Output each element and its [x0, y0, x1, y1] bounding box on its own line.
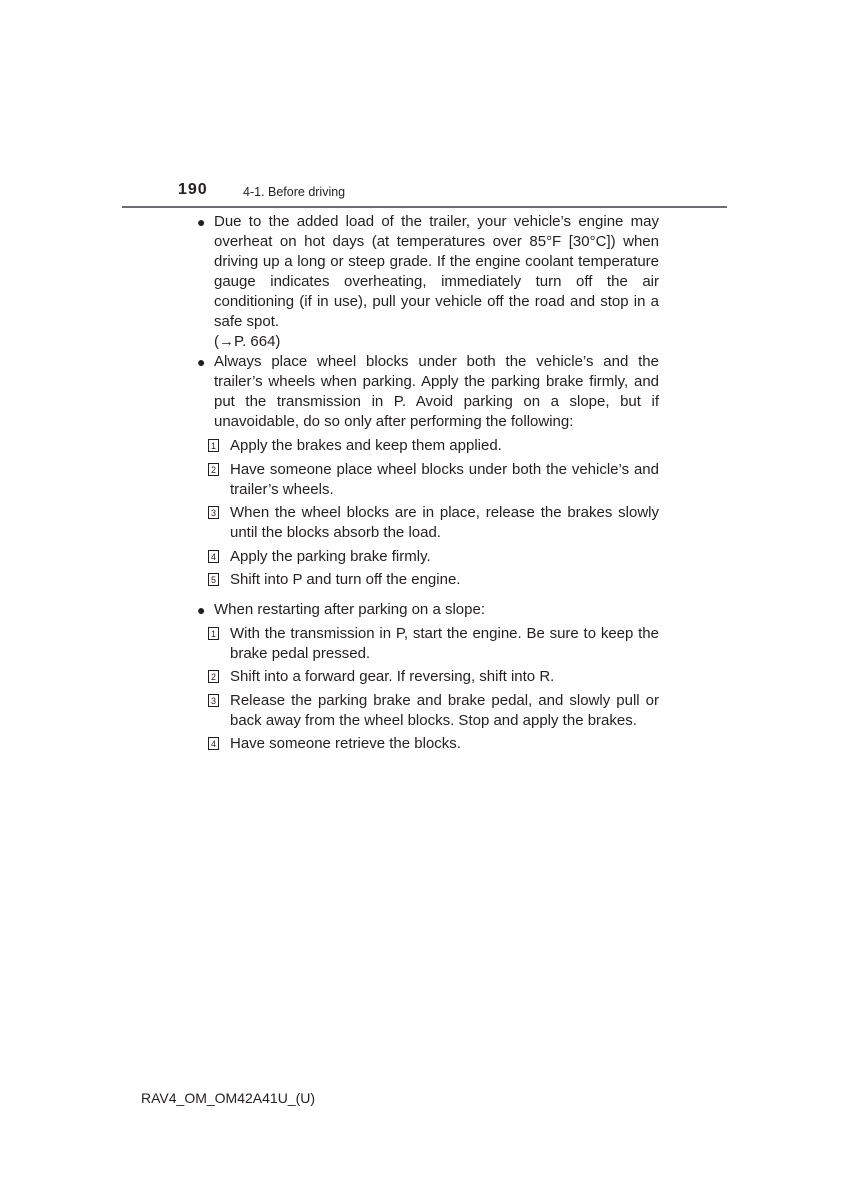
- step-text: With the transmission in P, start the engine. Be sure to keep the brake pedal pressed.: [230, 624, 659, 662]
- page-content: [197, 212, 659, 758]
- step-number: 2: [208, 463, 219, 476]
- step-text: Shift into a forward gear. If reversing, shift into R.: [230, 668, 555, 685]
- step-text: Have someone retrieve the blocks.: [230, 735, 461, 752]
- section-title: 4-1. Before driving: [243, 185, 346, 199]
- step-number: 4: [208, 550, 219, 563]
- footer-doc-code: RAV4_OM_OM42A41U_(U): [141, 1090, 316, 1106]
- step-text: Apply the parking brake firmly.: [230, 547, 431, 565]
- step-item: [197, 436, 659, 456]
- page-reference: (→P. 664): [214, 333, 281, 350]
- step-list: [197, 436, 659, 590]
- step-number: 1: [208, 627, 219, 640]
- bullet-text: Always place wheel blocks under both the vehicle’s and the trailer’s wheels when parking. Apply the parking brake firmly, and put the transmission in P. Avoid parking on a slope, but if unavoidable, do so only after performing the following:: [214, 353, 659, 430]
- bullet-item: [197, 600, 659, 620]
- bullet-text: When restarting after parking on a slope:: [214, 600, 485, 618]
- page-header: [0, 178, 848, 210]
- step-number: 1: [208, 439, 219, 452]
- bullet-text: Due to the added load of the trailer, your vehicle’s engine may overheat on hot days (at temperatures over 85°F [30°C]) when driving up a long or steep grade. If the engine coolant temperature gauge indicates overheating, immediately turn off the air conditioning (if in use), pull your vehicle off the road and stop in a safe spot.: [214, 213, 659, 330]
- bullet-item: [197, 212, 659, 352]
- step-number: 4: [208, 737, 219, 750]
- step-number: 3: [208, 694, 219, 707]
- header-rule: [122, 206, 727, 208]
- bullet-icon: ●: [197, 354, 206, 370]
- step-item: [197, 547, 659, 567]
- step-text: When the wheel blocks are in place, release the brakes slowly until the blocks absorb the load.: [230, 504, 659, 541]
- step-number: 2: [208, 670, 219, 683]
- bullet-icon: ●: [197, 601, 206, 618]
- step-text: Release the parking brake and brake pedal, and slowly pull or back away from the wheel blocks. Stop and apply the brakes.: [230, 691, 659, 729]
- step-item: [197, 691, 659, 731]
- step-text: Have someone place wheel blocks under both the vehicle’s and trailer’s wheels.: [230, 460, 659, 498]
- bullet-icon: ●: [197, 214, 206, 230]
- step-number: 5: [208, 573, 219, 586]
- step-text: Apply the brakes and keep them applied.: [230, 437, 502, 454]
- step-item: [197, 570, 659, 590]
- bullet-item: [197, 352, 659, 432]
- step-number: 3: [208, 506, 219, 519]
- step-text: Shift into P and turn off the engine.: [230, 571, 461, 588]
- step-item: [197, 624, 659, 664]
- step-item: [197, 460, 659, 500]
- step-item: [197, 734, 659, 754]
- step-list: [197, 624, 659, 755]
- step-item: [197, 667, 659, 687]
- page-number: 190: [178, 181, 208, 198]
- step-item: [197, 503, 659, 543]
